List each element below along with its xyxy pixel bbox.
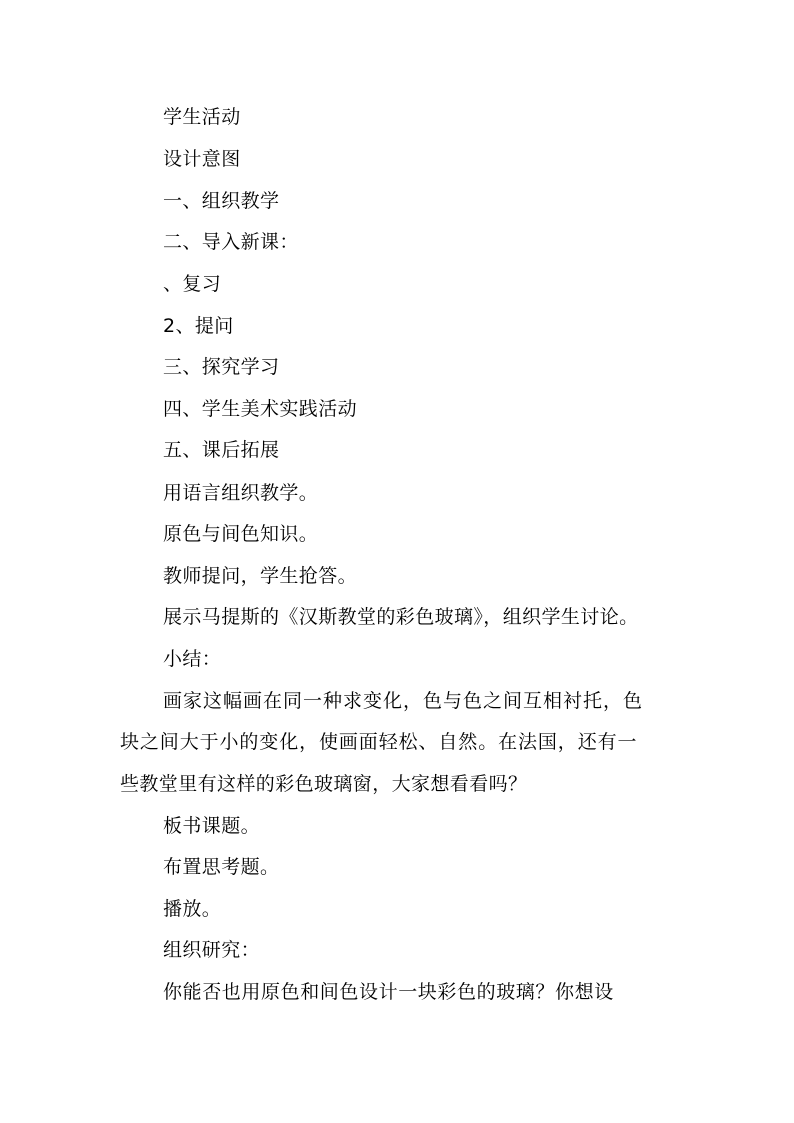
text-line: 你能否也用原色和间色设计一块彩色的玻璃？你想设 — [163, 981, 614, 1003]
section-heading: 二、导入新课： — [163, 231, 299, 253]
paragraph-line: 块之间大于小的变化，使画面轻松、自然。在法国，还有一 — [120, 731, 638, 753]
section-heading: 四、学生美术实践活动 — [163, 398, 358, 420]
text-line: 用语言组织教学。 — [163, 482, 319, 504]
text-line: 小结： — [163, 648, 222, 670]
text-line: 、复习 — [163, 273, 222, 295]
text-line: 学生活动 — [163, 106, 241, 128]
text-line: 教师提问，学生抢答。 — [163, 565, 358, 587]
text-line: 2、提问 — [163, 315, 234, 337]
section-heading: 一、组织教学 — [163, 190, 280, 212]
text-line: 设计意图 — [163, 148, 241, 170]
text-line: 组织研究： — [163, 939, 261, 961]
text-line: 播放。 — [163, 898, 222, 920]
section-heading: 五、课后拓展 — [163, 439, 280, 461]
text-line: 布置思考题。 — [163, 856, 280, 878]
text-line: 板书课题。 — [163, 815, 261, 837]
paragraph-line: 画家这幅画在同一种求变化，色与色之间互相衬托，色 — [163, 690, 644, 712]
paragraph-line: 些教堂里有这样的彩色玻璃窗，大家想看看吗？ — [120, 773, 528, 795]
section-heading: 三、探究学习 — [163, 356, 280, 378]
text-line: 展示马提斯的《汉斯教堂的彩色玻璃》，组织学生讨论。 — [163, 606, 639, 628]
text-line: 原色与间色知识。 — [163, 523, 319, 545]
